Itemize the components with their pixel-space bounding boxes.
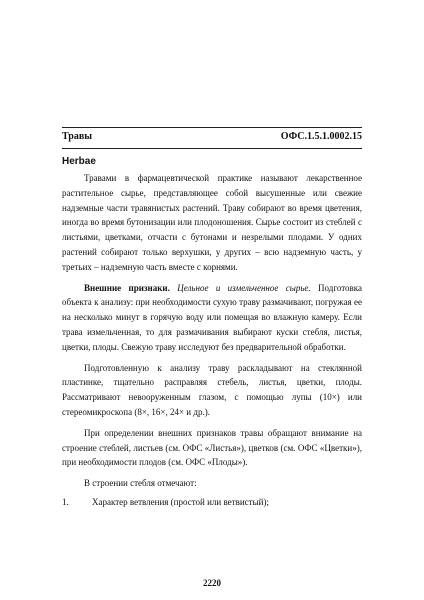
header-top-rule (62, 127, 362, 128)
stem-features-list (62, 495, 362, 510)
monograph-code: ОФС.1.5.1.0002.15 (280, 131, 362, 142)
paragraph-preparation: Подготовленную к анализу траву раскладывают на стеклянной пластинке, тщательно расправляя стебель, листья, цветки, плоды. Рассматривают невооруженным глазом, с помощью лупы (10×) или стереомикроскопа (8×, 16×, 24× и др.). (62, 362, 362, 417)
paragraph-stem-intro: В строении стебля отмечают: (84, 478, 197, 489)
external-signs-text: Подготовка объекта к анализу: при необходимости сухую траву размачивают, погружая ее на несколько минут в горячую воду или помещая во влажную камеру. Если трава измельченная, то для размачивания выбирают куски стебля, листья, цветки, плоды. Свежую траву исследуют без предварительной обработки. (62, 282, 363, 352)
list-item-number: 1. (62, 496, 69, 507)
latin-title: Herbae (62, 156, 96, 167)
paragraph-definition: Травами в фармацевтической практике называют лекарственное растительное сырье, представляющее собой высушенные или свежие надземные части травянистых растений. Траву собирают во время цветения, иногда во время бутонизации или плодоношения. Сырье состоит из стеблей с листьями, цветками, отчасти с бутонами и незрелыми плодами. У одних растений собирают только верхушки, у других – всю надземную часть, у третьих – надземную часть вместе с корнями. (62, 173, 362, 272)
document-body (62, 171, 362, 510)
external-signs-heading: Внешние признаки. (84, 282, 170, 293)
list-item-text: Характер ветвления (простой или ветвистый); (92, 496, 269, 507)
monograph-title: Травы (62, 131, 93, 142)
list-item (62, 495, 362, 510)
paragraph-external-signs (62, 281, 362, 355)
page-number: 2220 (203, 578, 221, 588)
paragraph-determination: При определении внешних признаков травы обращают внимание на строение стеблей, листьев (см. ОФС «Листья»), цветков (см. ОФС «Цветки»), при необходимости плодов (см. ОФС «Плоды»). (62, 427, 362, 468)
header-bottom-rule (62, 148, 362, 149)
external-signs-subheading: Цельное и измельченное сырье. (177, 282, 311, 293)
